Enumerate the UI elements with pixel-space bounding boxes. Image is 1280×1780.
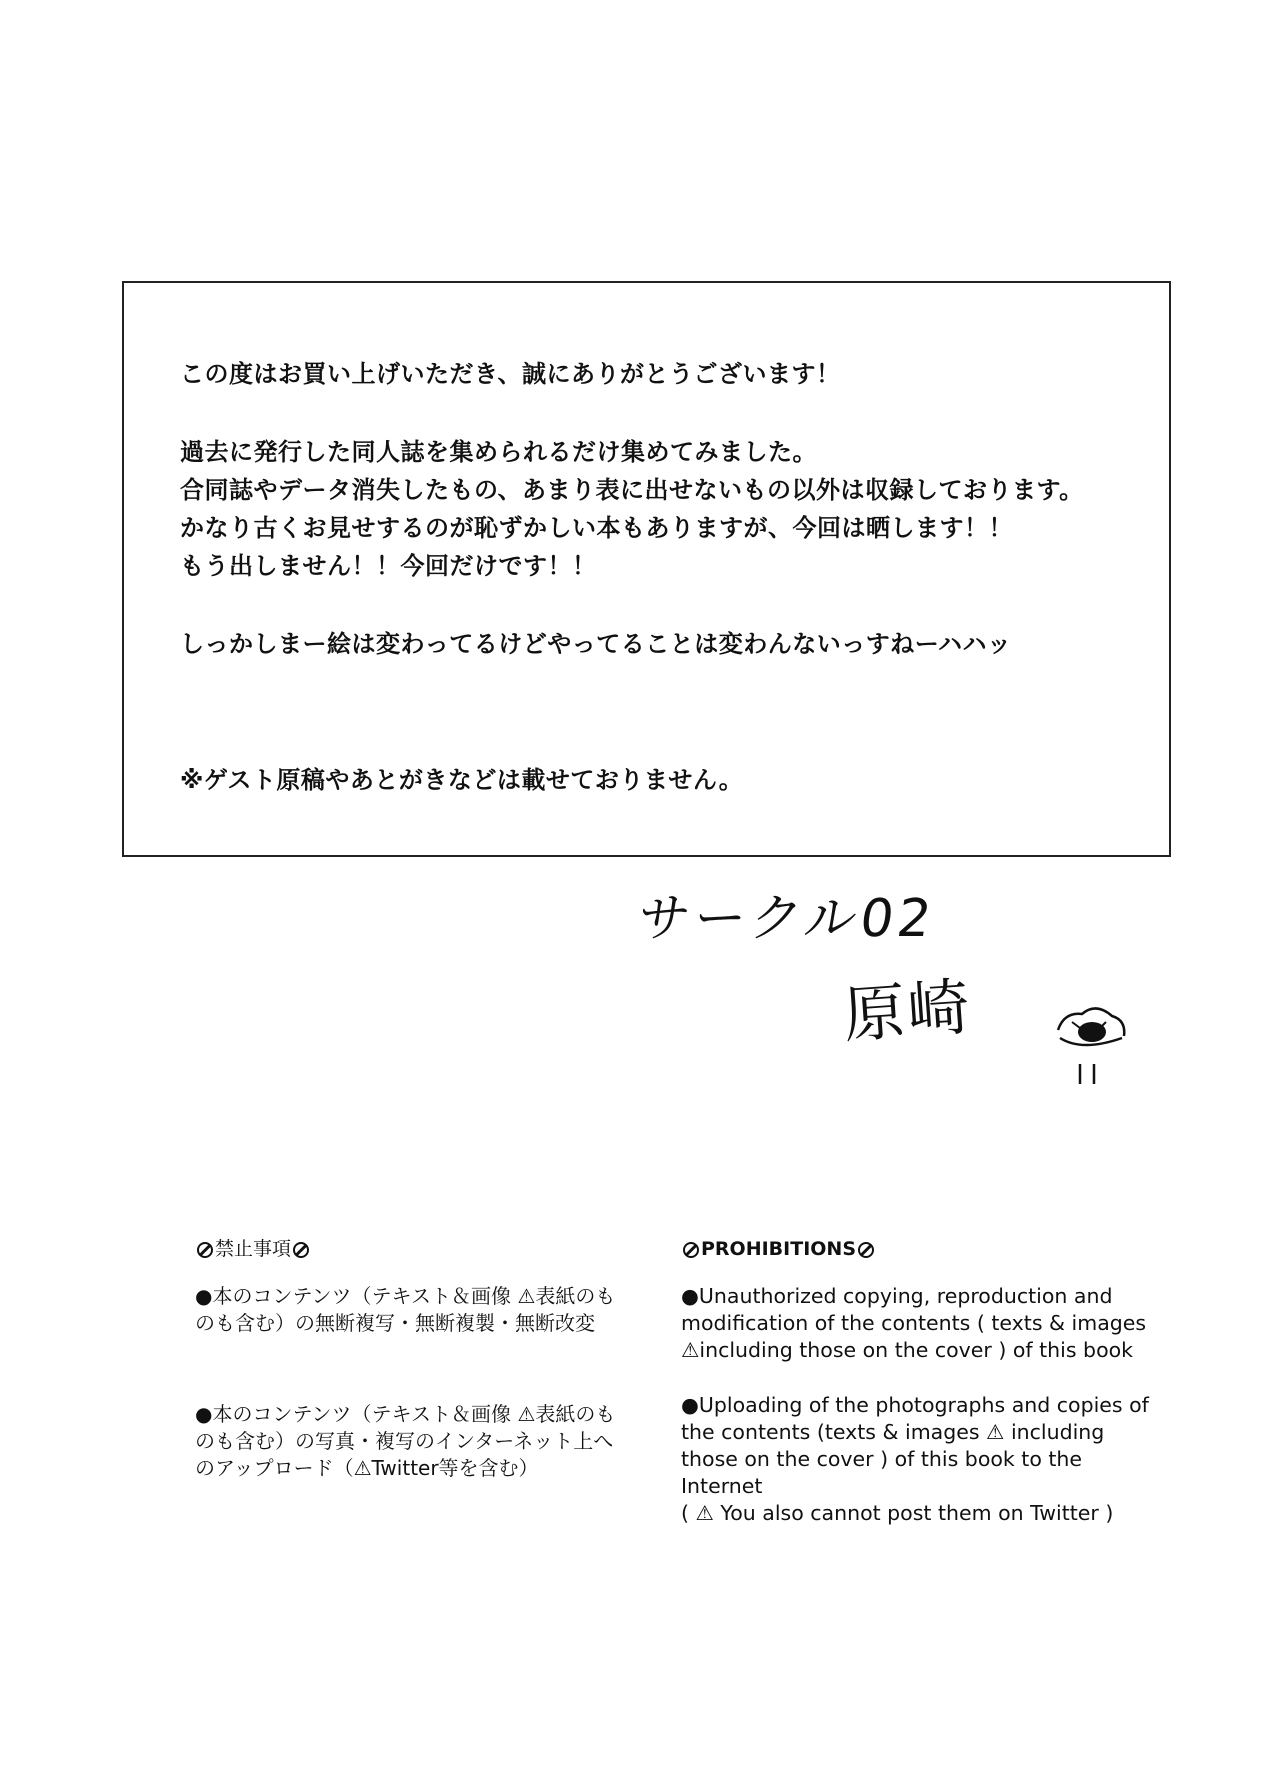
prohibitions-title-jp: 禁止事項 (195, 1236, 625, 1263)
message-line: しっかしまー絵は変わってるけどやってることは変わんないっすねーハハッ (180, 630, 1012, 658)
prohibitions-english (681, 1236, 1151, 1555)
doodle-face-icon (1052, 998, 1132, 1098)
message-line: 合同誌やデータ消失したもの、あまり表に出せないもの以外は収録しております。 (180, 476, 1084, 504)
prohibited-icon (293, 1242, 309, 1258)
signature-author-name: 原崎 (840, 970, 974, 1052)
prohibited-icon (683, 1242, 699, 1258)
message-line: かなり古くお見せするのが恥ずかしい本もありますが、今回は晒します！！ (180, 514, 1013, 542)
prohibitions-japanese (195, 1236, 625, 1546)
message-line: もう出しません！！今回だけです！！ (180, 552, 597, 580)
message-line: この度はお買い上げいただき、誠にありがとうございます！ (180, 360, 841, 388)
message-box (122, 281, 1171, 857)
message-line: 過去に発行した同人誌を集められるだけ集めてみました。 (180, 438, 817, 466)
handwritten-signature (620, 870, 1180, 1100)
prohibition-item: ●Uploading of the photographs and copies of the contents (texts & images ⚠ including those on the cover ) of this book to the Internet ( ⚠ You also cannot post them on Twitter ) (681, 1393, 1149, 1525)
prohibited-icon (197, 1242, 213, 1258)
prohibitions-title-en: PROHIBITIONS (681, 1236, 1151, 1263)
prohibition-item: ●本のコンテンツ（テキスト＆画像 ⚠表紙のものも含む）の無断複写・無断複製・無断改変 (195, 1284, 616, 1335)
prohibition-item: ●本のコンテンツ（テキスト＆画像 ⚠表紙のものも含む）の写真・複写のインターネット上へのアップロード（⚠Twitter等を含む） (195, 1402, 616, 1480)
signature-circle-name: サークル02 (633, 889, 939, 949)
message-line: ※ゲスト原稿やあとがきなどは載せておりません。 (180, 766, 744, 794)
prohibited-icon (858, 1242, 874, 1258)
prohibition-item: ●Unauthorized copying, reproduction and modification of the contents ( texts & images ⚠including those on the cover ) of this book (681, 1284, 1153, 1362)
